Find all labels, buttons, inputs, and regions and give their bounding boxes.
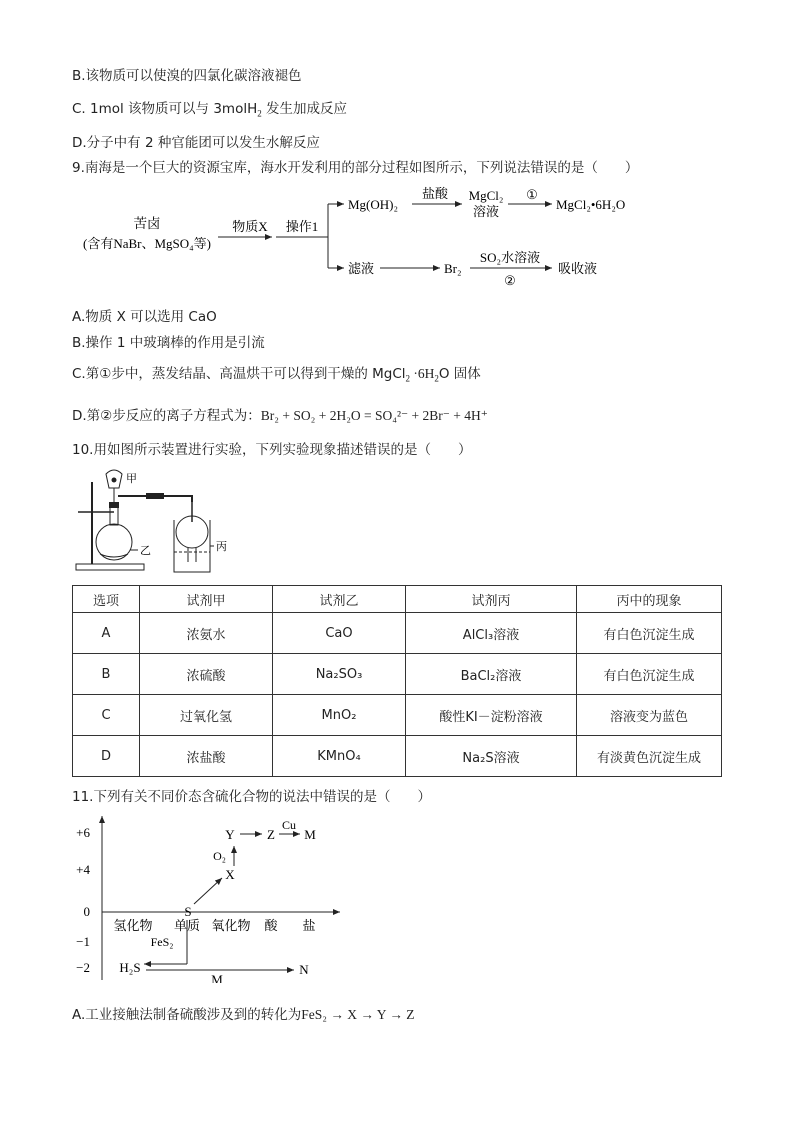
- q8-option-c-text: C. 1mol 该物质可以与 3molH: [72, 101, 258, 117]
- x-category-label: 盐: [302, 918, 316, 933]
- flow-operation: 操作1: [285, 219, 319, 234]
- table-cell: 浓盐酸: [140, 736, 273, 777]
- q8-option-c-tail: 发生加成反应: [261, 101, 348, 117]
- table-header-row: [73, 586, 722, 613]
- flow-mgoh2: Mg(OH)₂: [348, 197, 399, 212]
- q9-option-c-sub2: 2: [434, 373, 439, 384]
- q11-valence-diagram: [60, 808, 360, 983]
- x-category-label: 氢化物: [113, 918, 153, 933]
- y-tick-label: −1: [76, 934, 90, 949]
- q9-option-d-equation: Br₂ + SO₂ + 2H₂O = SO₄²⁻ + 2Br⁻ + 4H⁺: [260, 408, 488, 423]
- table-cell: 浓氨水: [140, 613, 273, 654]
- q8-option-b: B.该物质可以使溴的四氯化碳溶液褪色: [72, 68, 302, 84]
- q10-reagent-table: [72, 585, 722, 777]
- q8-option-c: [72, 97, 347, 119]
- apparatus-base: [76, 564, 144, 570]
- node-y: Y: [225, 827, 235, 842]
- label-fes2: FeS₂: [150, 935, 174, 949]
- label-jia: 甲: [126, 473, 137, 485]
- table-cell: 溶液变为蓝色: [577, 695, 722, 736]
- table-header: 试剂乙: [273, 586, 406, 613]
- node-z: Z: [267, 827, 275, 842]
- node-s: S: [184, 904, 192, 919]
- node-n: N: [299, 962, 309, 977]
- q9-stem: 9.南海是一个巨大的资源宝库，海水开发利用的部分过程如图所示，下列说法错误的是（ ）: [72, 160, 639, 176]
- q9-option-c-sub1: 2: [405, 373, 411, 384]
- label-yi: 乙: [140, 545, 151, 557]
- flow-mgcl2: MgCl₂: [468, 188, 504, 203]
- table-cell: 有白色沉淀生成: [577, 613, 722, 654]
- x-category-label: 酸: [264, 918, 278, 933]
- q11-option-a-equation: FeS₂ → X → Y → Z: [301, 1007, 415, 1022]
- table-row: [73, 695, 722, 736]
- node-h2s: H₂S: [119, 960, 141, 975]
- table-cell: BaCl₂溶液: [406, 654, 577, 695]
- table-header: 丙中的现象: [577, 586, 722, 613]
- y-tick-label: −2: [76, 960, 90, 975]
- table-cell: B: [73, 654, 140, 695]
- q9-option-c-tail: O 固体: [438, 366, 481, 382]
- q11-option-a-text: A.工业接触法制备硫酸涉及到的转化为: [72, 1007, 302, 1023]
- flow-br2: Br₂: [444, 261, 462, 276]
- table-cell: Na₂SO₃: [273, 654, 406, 695]
- table-cell: CaO: [273, 613, 406, 654]
- q9-option-a: A.物质 X 可以选用 CaO: [72, 309, 217, 325]
- flow-reagent: 物质X: [232, 219, 268, 234]
- q9-option-c: [72, 362, 481, 384]
- q11-option-a: [72, 1003, 415, 1023]
- flow-filtrate: 滤液: [348, 261, 375, 276]
- table-header: 试剂丙: [406, 586, 577, 613]
- table-cell: 过氧化氢: [140, 695, 273, 736]
- node-x: X: [225, 867, 235, 882]
- table-cell: AlCl₃溶液: [406, 613, 577, 654]
- x-category-label: 单质: [173, 918, 201, 933]
- label-o2: O₂: [213, 849, 226, 863]
- q9-option-d-text: D.第②步反应的离子方程式为：: [72, 408, 261, 424]
- table-cell: KMnO₄: [273, 736, 406, 777]
- table-cell: D: [73, 736, 140, 777]
- label-m-bottom: M: [211, 972, 223, 983]
- table-header: 选项: [73, 586, 140, 613]
- q8-option-c-sub: 2: [257, 108, 262, 119]
- flow-source-name: 苦卤: [133, 216, 161, 231]
- flow-absorb: 吸收液: [558, 261, 598, 276]
- table-cell: C: [73, 695, 140, 736]
- table-cell: 有白色沉淀生成: [577, 654, 722, 695]
- table-cell: Na₂S溶液: [406, 736, 577, 777]
- q8-option-d: D.分子中有 2 种官能团可以发生水解反应: [72, 135, 320, 151]
- label-bing: 丙: [216, 541, 227, 553]
- flow-source-detail: (含有NaBr、MgSO₄等): [82, 236, 212, 251]
- table-cell: MnO₂: [273, 695, 406, 736]
- q9-option-d: [72, 404, 488, 424]
- table-cell: A: [73, 613, 140, 654]
- q10-apparatus-figure: [72, 462, 272, 580]
- table-cell: 有淡黄色沉淀生成: [577, 736, 722, 777]
- table-row: [73, 613, 722, 654]
- table-row: [73, 654, 722, 695]
- table-header: 试剂甲: [140, 586, 273, 613]
- q9-option-b: B.操作 1 中玻璃棒的作用是引流: [72, 335, 265, 351]
- q9-option-c-mid: ·6H: [410, 366, 435, 381]
- flow-solution: 溶液: [472, 204, 500, 219]
- beaker-bing: [174, 520, 210, 572]
- y-tick-label: +6: [76, 825, 90, 840]
- q9-option-c-text: C.第①步中，蒸发结晶、高温烘干可以得到干燥的 MgCl: [72, 366, 406, 382]
- flow-step1: ①: [526, 187, 538, 202]
- q10-stem: 10.用如图所示装置进行实验，下列实验现象描述错误的是（ ）: [72, 442, 472, 458]
- node-m-top: M: [304, 827, 316, 842]
- flow-product: MgCl₂•6H₂O: [556, 197, 626, 212]
- q11-stem: 11.下列有关不同价态含硫化合物的说法中错误的是（ ）: [72, 789, 431, 805]
- flow-step2: ②: [504, 273, 516, 288]
- table-cell: 浓硫酸: [140, 654, 273, 695]
- table-row: [73, 736, 722, 777]
- y-tick-label: 0: [83, 904, 90, 919]
- x-category-label: 氧化物: [211, 918, 251, 933]
- q9-flow-diagram: [60, 180, 660, 290]
- y-tick-label: +4: [76, 862, 90, 877]
- table-cell: 酸性KI－淀粉溶液: [406, 695, 577, 736]
- label-cu: Cu: [281, 818, 297, 832]
- flow-hcl: 盐酸: [421, 186, 449, 201]
- flow-so2: SO₂水溶液: [479, 250, 541, 265]
